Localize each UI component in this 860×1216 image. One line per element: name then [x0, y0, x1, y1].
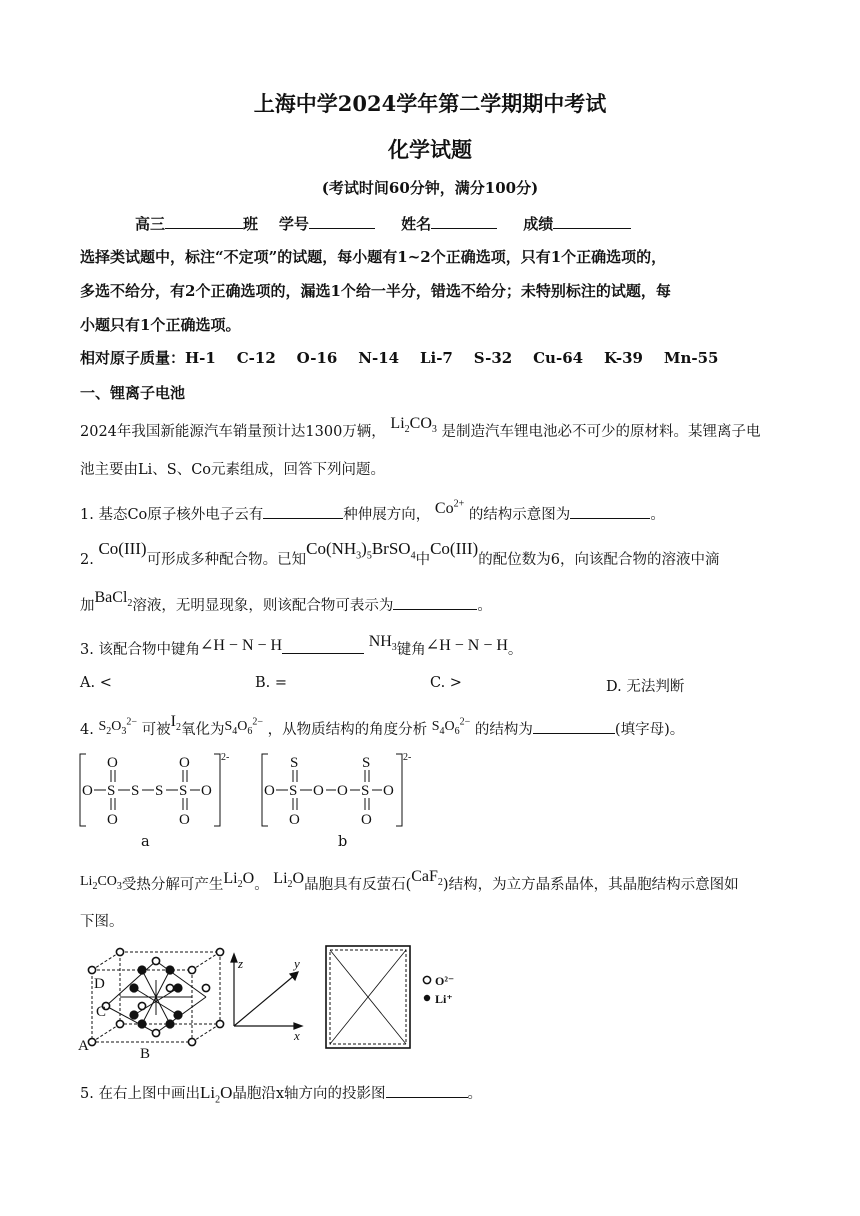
svg-text:O: O — [201, 783, 212, 799]
structure-a[interactable] — [80, 752, 229, 828]
crystal-figures — [76, 940, 496, 1060]
label-b: B — [140, 1046, 151, 1060]
svg-text:S: S — [290, 755, 299, 771]
s4o6-structures — [78, 746, 438, 856]
formula-i2: $I_2$ — [170, 713, 181, 734]
legend-li-marker — [424, 995, 430, 1001]
angle-hnh-2: ∠H − N − H — [425, 637, 508, 654]
formula-co3-b: Co(III) — [430, 539, 479, 558]
legend — [423, 974, 454, 1006]
svg-text:O: O — [361, 812, 372, 828]
question-2: 2. Co(III)可形成多种配合物。已知$Co(NH_3)_5BrSO_4$中Co(III)的配位数为6，向该配合物的溶液中滴 — [80, 539, 720, 568]
angle-hnh: ∠H − N − H — [199, 637, 283, 654]
section-heading: 一、锂离子电池 — [80, 384, 186, 402]
axis-z-label: z — [238, 956, 244, 971]
formula-complex: $Co(NH_3)_5BrSO_4$ — [306, 539, 416, 562]
structure-label-b: b — [338, 834, 348, 850]
formula-s4o6: $S_4O_6^{2-}$ — [224, 716, 264, 737]
formula-li2o-b: $Li_2O$ — [273, 870, 305, 891]
label-d: D — [94, 976, 105, 992]
q4-blank[interactable] — [533, 719, 615, 734]
label-c: C — [96, 1004, 107, 1020]
formula-co2plus: $Co^{2+}$ — [434, 498, 465, 517]
legend-o-marker — [423, 976, 430, 983]
label-a: A — [78, 1038, 89, 1054]
svg-text:S: S — [362, 755, 371, 771]
crystal-paragraph-line-1: $Li_2CO_3$受热分解可产生$Li_2O$。 $Li_2O$晶胞具有反萤石(CaF$_2$)结构，为立方晶系晶体，其晶胞结构示意图如 — [80, 868, 739, 893]
formula-li2co3-b: $Li_2CO_3$ — [80, 874, 122, 892]
svg-text:O: O — [383, 783, 394, 799]
q3-option-d[interactable]: D. 无法判断 — [606, 679, 685, 695]
q3-option-a[interactable]: A. < — [80, 675, 112, 691]
time-note: (考试时间60分钟，满分100分) — [321, 179, 539, 197]
svg-text:O: O — [264, 783, 275, 799]
question-2-line-2: 加BaCl$_2$溶液，无明显现象，则该配合物可表示为 。 — [80, 589, 492, 614]
svg-text:2-: 2- — [221, 752, 230, 763]
intro-line-2: 池主要由Li、S、Co元素组成，回答下列问题。 — [80, 462, 386, 478]
svg-text:O: O — [82, 783, 93, 799]
svg-text:S: S — [131, 783, 140, 799]
formula-li2o-c: $Li_2O$ — [199, 1083, 233, 1106]
instruction-line-3: 小题只有1个正确选项。 — [80, 316, 241, 334]
q1-blank-2[interactable] — [570, 504, 650, 519]
formula-bacl2: BaCl$_2$ — [94, 589, 133, 610]
question-4: 4. $S_2O_3^{2-}$ 可被$I_2$氧化为$S_4O_6^{2-}$ ，从物质结构的角度分析 $S_4O_6^{2-}$ 的结构为 (填字母)。 — [80, 713, 685, 738]
structure-b[interactable] — [262, 752, 411, 828]
instruction-line-1: 选择类试题中，标注“不定项”的试题，每小题有1~2个正确选项，只有1个正确选项的， — [80, 248, 667, 266]
svg-text:O: O — [107, 755, 118, 771]
atomic-masses: 相对原子质量：H-1 C-12 O-16 N-14 Li-7 S-32 Cu-64 K-39 Mn-55 — [80, 349, 719, 367]
formula-li2co3: $Li_2CO_3$ — [390, 415, 437, 436]
instruction-line-2: 多选不给分，有2个正确选项的，漏选1个给一半分，错选不给分；未特别标注的试题，每 — [80, 282, 671, 300]
formula-s2o3: $S_2O_3^{2-}$ — [98, 716, 138, 737]
question-1: 1. 基态Co原子核外电子云有 种伸展方向， $Co^{2+}$ 的结构示意图为 。 — [80, 498, 665, 523]
formula-s4o6-b: $S_4O_6^{2-}$ — [431, 716, 471, 737]
svg-text:O: O — [289, 812, 300, 828]
svg-text:S: S — [289, 783, 298, 799]
q5-blank[interactable] — [386, 1083, 468, 1098]
score-blank[interactable] — [553, 214, 631, 229]
intro-line-1: 2024年我国新能源汽车销量预计达1300万辆， $Li_2CO_3$ 是制造汽车锂电池必不可少的原材料。某锂离子电 — [80, 415, 761, 440]
q3-option-b[interactable]: B. = — [255, 675, 288, 691]
projection-box[interactable] — [326, 946, 410, 1048]
svg-text:2-: 2- — [403, 752, 412, 763]
axis-x-label: x — [294, 1028, 300, 1043]
svg-text:O: O — [337, 783, 348, 799]
name-blank[interactable] — [431, 214, 497, 229]
student-id-blank[interactable] — [309, 214, 375, 229]
q2-blank[interactable] — [393, 595, 477, 610]
svg-text:O: O — [313, 783, 324, 799]
svg-text:S: S — [155, 783, 164, 799]
formula-caf2: CaF$_2$ — [411, 868, 443, 889]
formula-nh3: $NH_3$ — [368, 633, 397, 654]
class-blank[interactable] — [165, 214, 243, 229]
axis-y-label: y — [294, 956, 300, 971]
student-info-line: 高三 班 学号 姓名 成绩 — [135, 213, 631, 234]
svg-text:S: S — [107, 783, 116, 799]
q3-blank[interactable] — [282, 639, 364, 654]
formula-li2o: $Li_2O$ — [223, 870, 255, 891]
svg-text:O: O — [179, 812, 190, 828]
structure-label-a: a — [141, 834, 150, 850]
svg-text:O: O — [179, 755, 190, 771]
legend-li-label: Li⁺ — [435, 992, 453, 1006]
question-5: 5. 在右上图中画出$Li_2O$晶胞沿x轴方向的投影图 。 — [80, 1083, 483, 1106]
crystal-paragraph-line-2: 下图。 — [80, 914, 124, 930]
exam-title: 上海中学2024学年第二学期期中考试 — [253, 91, 607, 116]
question-3: 3. 该配合物中键角∠H − N − H $NH_3$键角∠H − N − H。 — [80, 633, 523, 658]
formula-co3: Co(III) — [98, 539, 147, 558]
q3-option-c[interactable]: C. > — [430, 675, 462, 691]
svg-text:S: S — [179, 783, 188, 799]
q1-blank-1[interactable] — [263, 504, 343, 519]
li2o-unit-cell — [92, 952, 220, 1042]
svg-text:S: S — [361, 783, 370, 799]
subject-title: 化学试题 — [388, 137, 472, 162]
svg-text:O: O — [107, 812, 118, 828]
legend-o-label: O²⁻ — [435, 974, 455, 988]
